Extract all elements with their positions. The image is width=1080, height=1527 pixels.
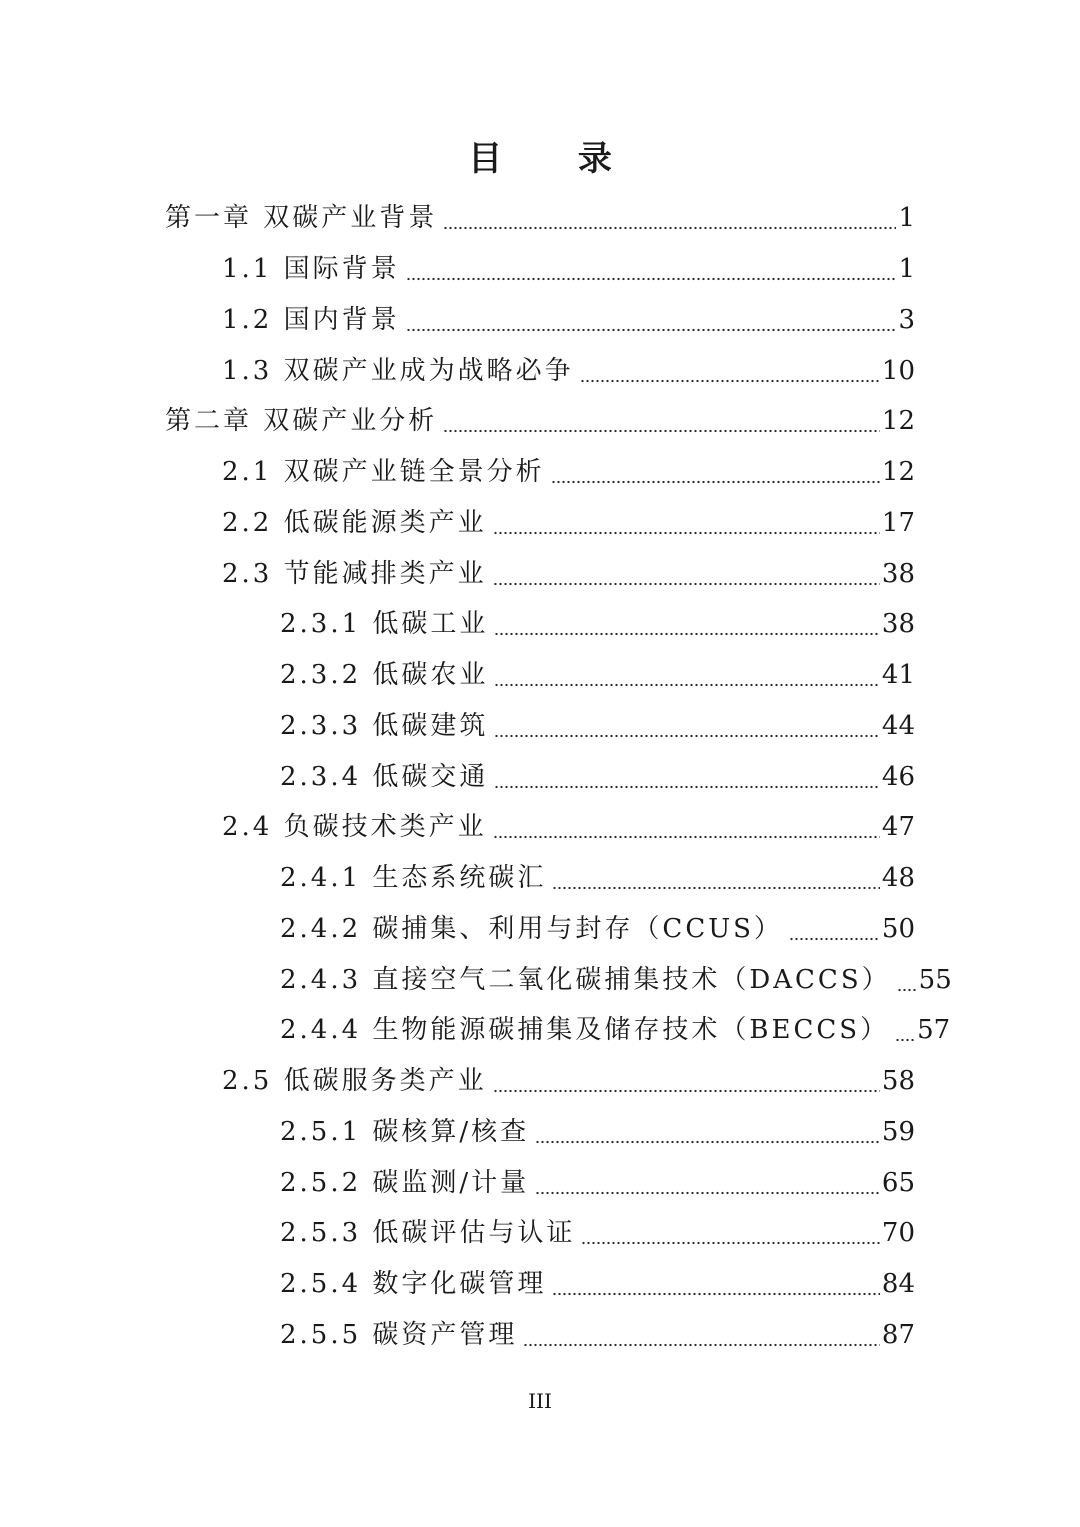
toc-entry-page: 1 xyxy=(898,254,915,285)
toc-leader-dots xyxy=(552,1272,879,1296)
toc-leader-dots xyxy=(789,917,880,941)
toc-entry xyxy=(0,1107,1080,1158)
toc-entry xyxy=(0,904,1080,955)
toc-entry-page: 50 xyxy=(881,913,915,944)
toc-entry xyxy=(0,954,1080,1005)
toc-entry-page: 10 xyxy=(881,355,915,386)
toc-entry xyxy=(0,244,1080,295)
toc-leader-dots xyxy=(443,409,880,433)
toc-leader-dots xyxy=(494,663,879,687)
page-number: III xyxy=(528,1389,552,1413)
toc-entry-page: 12 xyxy=(881,406,915,437)
toc-leader-dots xyxy=(523,1323,879,1347)
toc-entry-label: 2.3.2 低碳农业 xyxy=(280,660,489,691)
toc-entry-label: 2.5.2 碳监测/计量 xyxy=(280,1167,530,1198)
toc-entry-label: 1.2 国内背景 xyxy=(222,304,400,335)
toc-entry-label: 2.5.3 低碳评估与认证 xyxy=(280,1218,576,1249)
toc-entry xyxy=(0,701,1080,752)
toc-entry xyxy=(0,751,1080,802)
toc-entry-page: 41 xyxy=(881,660,915,691)
toc-entry-page: 87 xyxy=(881,1319,915,1350)
toc-entry-page: 59 xyxy=(881,1116,915,1147)
toc-leader-dots xyxy=(494,714,879,738)
toc-leader-dots xyxy=(581,1221,879,1245)
toc-entry-label: 2.4 负碳技术类产业 xyxy=(222,812,487,843)
toc-entry-label: 2.4.2 碳捕集、利用与封存（CCUS） xyxy=(280,913,783,944)
toc-entry xyxy=(0,853,1080,904)
toc-entry xyxy=(0,1208,1080,1259)
toc-entry-page: 65 xyxy=(881,1167,915,1198)
toc-leader-dots xyxy=(551,460,880,484)
toc-entry xyxy=(0,447,1080,498)
toc-entry-page: 12 xyxy=(881,457,915,488)
toc-entry-label: 2.4.3 直接空气二氧化碳捕集技术（DACCS） xyxy=(280,964,891,995)
toc-entry-label: 2.5.5 碳资产管理 xyxy=(280,1319,518,1350)
toc-entry-label: 第一章 双碳产业背景 xyxy=(165,203,438,234)
toc-entry xyxy=(0,802,1080,853)
toc-leader-dots xyxy=(493,511,880,535)
toc-leader-dots xyxy=(895,1018,915,1042)
toc-leader-dots xyxy=(493,1069,880,1093)
toc-entry xyxy=(0,1056,1080,1107)
toc-leader-dots xyxy=(494,765,879,789)
toc-entry-label: 2.3.3 低碳建筑 xyxy=(280,710,489,741)
toc-entry-page: 70 xyxy=(881,1218,915,1249)
toc-leader-dots xyxy=(493,562,880,586)
toc-leader-dots xyxy=(406,308,897,332)
toc-entry-label: 2.1 双碳产业链全景分析 xyxy=(222,457,545,488)
toc-leader-dots xyxy=(535,1120,880,1144)
toc-entry-page: 84 xyxy=(881,1269,915,1300)
toc-entry-page: 47 xyxy=(881,812,915,843)
toc-entry-page: 38 xyxy=(881,558,915,589)
toc-entry-page: 3 xyxy=(898,304,915,335)
toc-leader-dots xyxy=(580,359,880,383)
toc-title: 目 录 xyxy=(468,139,644,179)
toc-entry xyxy=(0,193,1080,244)
toc-leader-dots xyxy=(897,968,917,992)
toc-entry xyxy=(0,548,1080,599)
toc-entry xyxy=(0,1005,1080,1056)
toc-entry-label: 1.1 国际背景 xyxy=(222,254,400,285)
toc-entry-page: 17 xyxy=(881,507,915,538)
toc-entry-page: 1 xyxy=(898,203,915,234)
toc-leader-dots xyxy=(552,866,879,890)
toc-entry-label: 2.5.1 碳核算/核查 xyxy=(280,1116,530,1147)
toc-entry xyxy=(0,295,1080,346)
toc-entry xyxy=(0,498,1080,549)
toc-entry-page: 55 xyxy=(918,964,952,995)
toc-leader-dots xyxy=(494,612,879,636)
toc-entry-label: 第二章 双碳产业分析 xyxy=(165,406,438,437)
toc-entry xyxy=(0,345,1080,396)
toc-leader-dots xyxy=(406,257,897,281)
toc-entry-label: 2.4.1 生态系统碳汇 xyxy=(280,863,547,894)
toc-entry-label: 2.5.4 数字化碳管理 xyxy=(280,1269,547,1300)
toc-list xyxy=(0,193,1080,1360)
toc-leader-dots xyxy=(493,815,880,839)
toc-entry-page: 58 xyxy=(881,1066,915,1097)
toc-leader-dots xyxy=(443,206,896,230)
toc-entry-page: 48 xyxy=(881,863,915,894)
toc-entry-label: 2.5 低碳服务类产业 xyxy=(222,1066,487,1097)
toc-leader-dots xyxy=(535,1171,880,1195)
toc-entry-label: 2.2 低碳能源类产业 xyxy=(222,507,487,538)
toc-entry-label: 2.3 节能减排类产业 xyxy=(222,558,487,589)
toc-entry-page: 46 xyxy=(881,761,915,792)
toc-entry-label: 1.3 双碳产业成为战略必争 xyxy=(222,355,574,386)
toc-entry xyxy=(0,1310,1080,1361)
toc-entry xyxy=(0,1259,1080,1310)
toc-entry-label: 2.3.4 低碳交通 xyxy=(280,761,489,792)
toc-entry-page: 38 xyxy=(881,609,915,640)
toc-entry xyxy=(0,1157,1080,1208)
toc-entry-label: 2.3.1 低碳工业 xyxy=(280,609,489,640)
toc-entry xyxy=(0,599,1080,650)
toc-entry-page: 44 xyxy=(881,710,915,741)
toc-entry-page: 57 xyxy=(917,1015,951,1046)
toc-entry-label: 2.4.4 生物能源碳捕集及储存技术（BECCS） xyxy=(280,1015,890,1046)
toc-entry xyxy=(0,396,1080,447)
toc-entry xyxy=(0,650,1080,701)
